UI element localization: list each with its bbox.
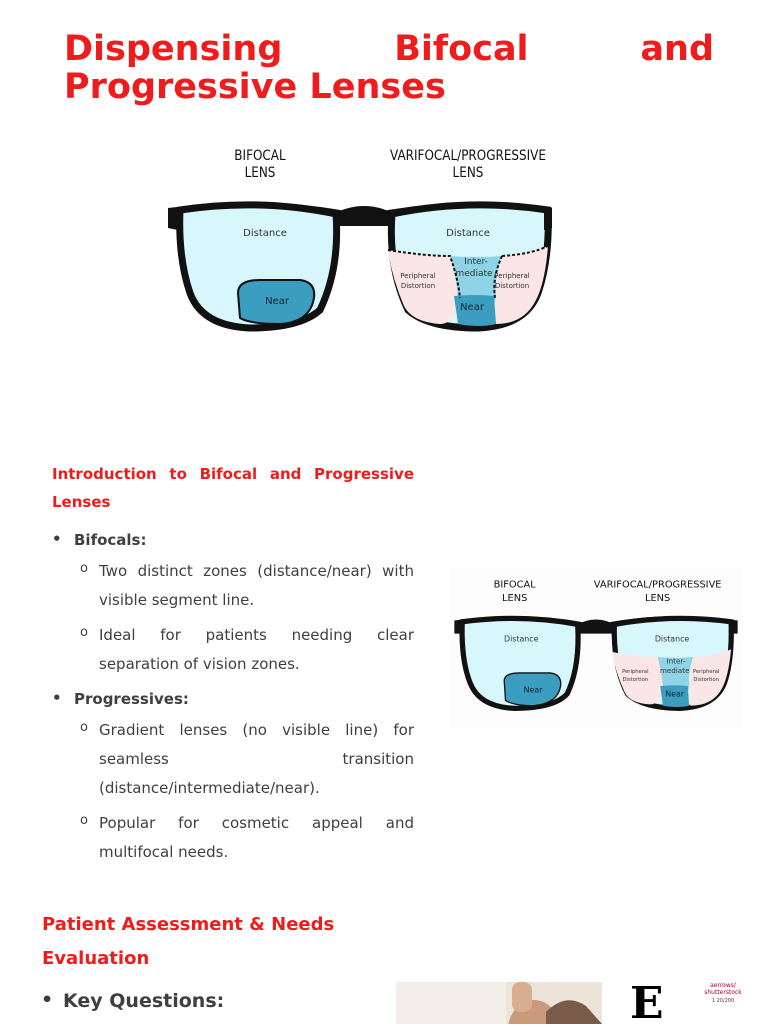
svg-text:Near: Near <box>523 685 543 695</box>
intro-heading: Introduction to Bifocal and Progressive Lenses <box>52 465 414 511</box>
progressives-point-1: o Gradient lenses (no visible line) for seamless transition (distance/intermediate/near). <box>99 716 414 803</box>
key-questions-bullet <box>41 989 225 1012</box>
bullet-dot-icon: • <box>52 530 62 548</box>
title-word: Dispensing <box>64 29 283 69</box>
progressive-label-line1: VARIFOCAL/PROGRESSIVE <box>390 148 546 165</box>
bifocal-label-line1: BIFOCAL <box>234 148 286 165</box>
eye-test-photo <box>396 982 602 1024</box>
progressive-near-label: Near <box>460 302 484 313</box>
svg-text:LENS: LENS <box>644 592 671 604</box>
progressive-label-line2: LENS <box>452 164 484 182</box>
bifocal-near-label: Near <box>265 296 289 307</box>
assessment-heading: Patient Assessment & Needs Evaluation <box>42 914 335 969</box>
svg-text:Distance: Distance <box>654 634 690 644</box>
stock-watermark-image <box>698 982 748 1024</box>
stock-text-2: shutterstock <box>704 989 742 996</box>
bifocals-label: Bifocals: <box>74 531 147 549</box>
title-word: Bifocal <box>394 29 529 69</box>
bullet-dot-icon: • <box>52 689 62 707</box>
progressives-label: Progressives: <box>74 690 189 708</box>
bifocals-point-1: o Two distinct zones (distance/near) with visible segment line. <box>99 557 414 615</box>
bifocal-distance-label: Distance <box>243 228 287 239</box>
page-title <box>64 30 714 106</box>
bifocals-bullet <box>52 530 147 549</box>
lens-comparison-figure <box>140 118 588 362</box>
svg-text:Peripheral: Peripheral <box>622 668 649 675</box>
peripheral-right-label-1: Peripheral <box>494 272 530 280</box>
peripheral-right-label-2: Distortion <box>494 282 530 290</box>
bifocals-point-2: o Ideal for patients needing clear separation of vision zones. <box>99 621 414 679</box>
circle-bullet-icon: o <box>80 720 88 735</box>
svg-text:Near: Near <box>665 689 685 699</box>
svg-text:VARIFOCAL/PROGRESSIVE: VARIFOCAL/PROGRESSIVE <box>593 579 722 591</box>
progressive-intermediate-label-1: Inter- <box>464 257 488 267</box>
bullet-dot-icon: • <box>41 989 54 1011</box>
svg-text:mediate: mediate <box>659 665 690 675</box>
circle-bullet-icon: o <box>80 813 88 828</box>
svg-text:Distance: Distance <box>504 634 539 644</box>
bifocal-label-line2: LENS <box>244 164 276 182</box>
svg-text:Inter-: Inter- <box>666 656 686 666</box>
circle-bullet-icon: o <box>80 561 88 576</box>
svg-text:Distortion: Distortion <box>693 676 719 683</box>
progressives-bullet <box>52 689 189 708</box>
peripheral-left-label-2: Distortion <box>400 282 436 290</box>
key-questions-label: Key Questions: <box>63 990 225 1012</box>
stock-text-1: aerrows/ <box>710 982 736 989</box>
lens-comparison-figure-small <box>444 568 748 728</box>
peripheral-left-label-1: Peripheral <box>400 272 436 280</box>
progressive-distance-label: Distance <box>446 228 490 239</box>
title-line-2: Progressive Lenses <box>64 67 446 107</box>
svg-text:Peripheral: Peripheral <box>692 668 720 675</box>
title-word: and <box>640 29 714 69</box>
eye-chart-letter: E <box>630 978 664 1029</box>
svg-text:BIFOCAL: BIFOCAL <box>493 579 536 591</box>
svg-text:Distortion: Distortion <box>622 676 649 683</box>
svg-text:LENS: LENS <box>502 592 528 604</box>
progressive-intermediate-label-2: mediate <box>455 269 493 279</box>
circle-bullet-icon: o <box>80 625 88 640</box>
progressives-point-2: o Popular for cosmetic appeal and multifocal needs. <box>99 809 414 867</box>
stock-small-text: 1 20/200 <box>711 998 735 1004</box>
